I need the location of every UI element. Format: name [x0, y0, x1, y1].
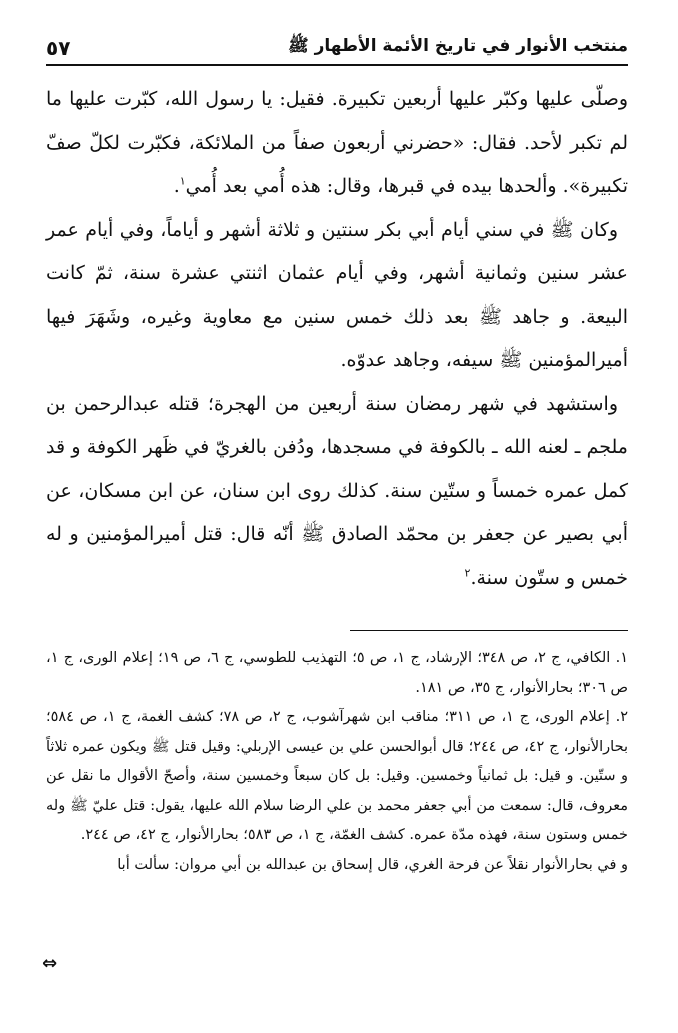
continuation-mark: ⇔: [42, 953, 58, 974]
footnote-mark: ١: [179, 174, 186, 188]
paragraph-text: واستشهد في شهر رمضان سنة أربعين من الهجرة؛ قتله عبدالرحمن بن ملجم ـ لعنه الله ـ بالكوفة في مسجدها، ودُفن بالغريّ في ظَهر الكوفة و قد كمل عمره خمساً و ستّين سنة. كذلك روى ابن سنان، عن ابن مسكان، عن أبي بصير عن جعفر بن محمّد الصادق ﷺ أنّه قال: قتل أميرالمؤمنين و له خمس و ستّون سنة.: [46, 392, 628, 589]
paragraph-text: وصلّى عليها وكبّر عليها أربعين تكبيرة. فقيل: يا رسول الله، كبّرت عليها ما لم تكبر لأحد. فقال: «حضرني أربعون صفاً من الملائكة، فكبّرت لكلّ صفّ تكبيرة». وألحدها بيده في قبرها، وقال: هذه أُمي بعد أُمي: [46, 88, 628, 197]
footnote-mark: ٢: [464, 566, 471, 580]
running-title: منتخب الأنوار في تاريخ الأئمة الأطهار ﷺ: [288, 36, 628, 56]
paragraph: وكان ﷺ في سني أيام أبي بكر سنتين و ثلاثة أشهر و أياماً، وفي أيام عمر عشر سنين وثمانية أشهر، وفي أيام عثمان اثنتي عشرة سنة، ثمّ كانت البيعة. و جاهد ﷺ بعد ذلك خمس سنين مع معاوية وغيره، وشَهَرَ فيها أميرالمؤمنين ﷺ سيفه، وجاهد عدوّه.: [46, 218, 628, 371]
main-text: [46, 78, 628, 600]
paragraph: وصلّى عليها وكبّر عليها أربعين تكبيرة. فقيل: يا رسول الله، كبّرت عليها ما لم تكبر لأحد. فقال: «حضرني أربعون صفاً من الملائكة، فكبّرت لكلّ صفّ تكبيرة». وألحدها بيده في قبرها، وقال: هذه أُمي بعد أُمي$^١$.: [46, 88, 628, 197]
footnote-separator: [350, 630, 628, 631]
footnote: و في بحارالأنوار نقلاً عن فرحة الغري، قال إسحاق بن عبدالله بن أبي مروان: سألت أبا: [117, 856, 628, 873]
paragraph: [46, 383, 628, 601]
footnotes: [46, 644, 628, 880]
footnote: ١. الكافي، ج ٢، ص ٣٤٨؛ الإرشاد، ج ١، ص ٥؛ التهذيب للطوسي، ج ٦، ص ١٩؛ إعلام الورى، ج ١، ص ٣٠٦؛ بحارالأنوار، ج ٣٥، ص ١٨١.: [46, 650, 628, 696]
page-number: ٥٧: [46, 36, 71, 60]
footnote: ٢. إعلام الورى، ج ١، ص ٣١١؛ مناقب ابن شهرآشوب، ج ٢، ص ٧٨؛ كشف الغمة، ج ١، ص ٥٨٤؛ بحارالأنوار، ج ٤٢، ص ٢٤٤؛ قال أبوالحسن علي بن عيسى الإربلي: وقيل قتل ﷺ ويكون عمره ثلاثاً و ستّين. و قيل: بل ثمانياً وخمسين. وقيل: بل كان سبعاً وخمسين سنة، وأصحّ الأقوال ما نقل عن معروف، قال: سمعت من أبي جعفر محمد بن علي الرضا سلام الله عليها، يقول: قتل عليّ ﷺ وله خمس وستون سنة، فهذه مدّة عمره. كشف الغمّة، ج ١، ص ٥٨٣؛ بحارالأنوار، ج ٤٢، ص ٢٤٤.: [46, 709, 628, 843]
page-header: [46, 30, 628, 66]
